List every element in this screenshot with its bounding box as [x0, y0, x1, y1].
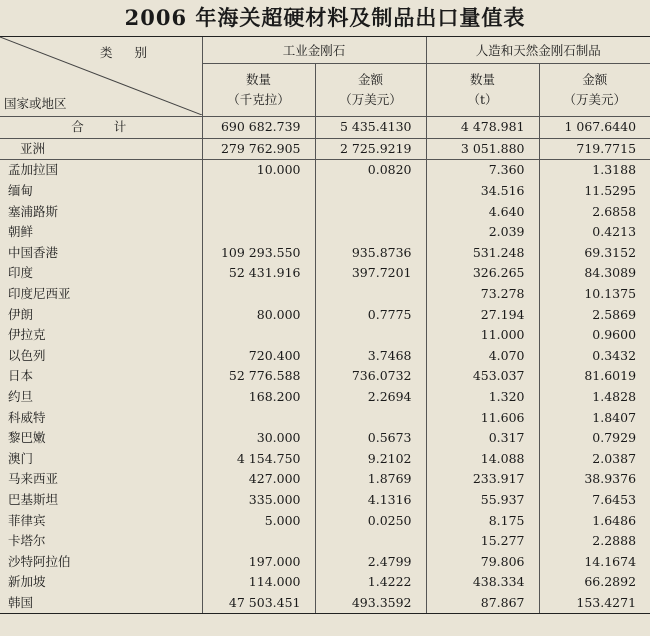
cell-value: 0.9600 [539, 325, 650, 346]
cell-value: 453.037 [426, 366, 539, 387]
region-name: 菲律宾 [8, 512, 46, 528]
cell-value: 27.194 [426, 304, 539, 325]
category-label: 类别 [100, 45, 170, 60]
region-name: 以色列 [8, 347, 46, 363]
total-value: 5 435.4130 [315, 117, 426, 139]
table-row [0, 325, 650, 346]
cell-value: 0.7929 [539, 428, 650, 449]
cell-value: 9.2102 [315, 449, 426, 470]
cell-value [202, 181, 315, 202]
cell-value: 531.248 [426, 243, 539, 264]
table-row [0, 551, 650, 572]
total-label: 合计 [0, 117, 202, 139]
cell-value: 2.2888 [539, 531, 650, 552]
region-name: 伊朗 [8, 306, 34, 322]
cell-value [202, 531, 315, 552]
region-name: 韩国 [0, 593, 202, 614]
cell-value: 233.917 [426, 469, 539, 490]
cell-value: 335.000 [202, 490, 315, 511]
region-name: 澳门 [8, 450, 34, 466]
cell-value: 5.000 [202, 510, 315, 531]
table-row [0, 138, 650, 160]
cell-value: 79.806 [426, 551, 539, 572]
cell-value [202, 284, 315, 305]
table-row [0, 366, 650, 387]
cell-value: 1.8407 [539, 407, 650, 428]
corner-header [0, 37, 202, 117]
cell-value [202, 201, 315, 222]
cell-value: 7.360 [426, 160, 539, 181]
cell-value: 1.320 [426, 387, 539, 408]
table-row [0, 407, 650, 428]
table-row [0, 449, 650, 470]
table-row [0, 387, 650, 408]
page-title: 2006 年海关超硬材料及制品出口量值表 [124, 5, 526, 30]
cell-value [315, 325, 426, 346]
cell-value: 69.3152 [539, 243, 650, 264]
region-name: 马来西亚 [8, 471, 59, 487]
cell-value: 47 503.451 [202, 593, 315, 614]
total-value: 690 682.739 [202, 117, 315, 139]
cell-value: 1.6486 [539, 510, 650, 531]
cell-value: 73.278 [426, 284, 539, 305]
cell-value: 30.000 [202, 428, 315, 449]
total-value: 4 478.981 [426, 117, 539, 139]
region-name: 朝鲜 [8, 224, 34, 240]
cell-value: 2.6858 [539, 201, 650, 222]
cell-value: 3.7468 [315, 346, 426, 367]
region-name: 亚洲 [0, 138, 202, 160]
cell-value: 81.6019 [539, 366, 650, 387]
cell-value: 736.0732 [315, 366, 426, 387]
cell-value: 0.317 [426, 428, 539, 449]
cell-value [315, 181, 426, 202]
group-diamond-products: 人造和天然金刚石制品 [426, 37, 650, 64]
cell-value: 15.277 [426, 531, 539, 552]
table-row [0, 263, 650, 284]
region-name: 科威特 [8, 409, 46, 425]
table-row [0, 572, 650, 593]
cell-value: 11.000 [426, 325, 539, 346]
cell-value: 2.2694 [315, 387, 426, 408]
region-name: 沙特阿拉伯 [8, 553, 71, 569]
cell-value: 0.7775 [315, 304, 426, 325]
cell-value: 84.3089 [539, 263, 650, 284]
cell-value: 34.516 [426, 181, 539, 202]
cell-value: 10.1375 [539, 284, 650, 305]
col-header-amount-1: 金额 （万美元） [315, 64, 426, 117]
table-row [0, 346, 650, 367]
cell-value: 10.000 [202, 160, 315, 181]
cell-value: 2.0387 [539, 449, 650, 470]
table-row [0, 428, 650, 449]
cell-value [315, 407, 426, 428]
group-industrial-diamond: 工业金刚石 [202, 37, 426, 64]
cell-value: 1.8769 [315, 469, 426, 490]
cell-value: 14.1674 [539, 551, 650, 572]
col-header-quantity-2: 数量 （t） [426, 64, 539, 117]
cell-value: 0.0820 [315, 160, 426, 181]
table-row [0, 510, 650, 531]
cell-value: 427.000 [202, 469, 315, 490]
cell-value: 109 293.550 [202, 243, 315, 264]
region-name: 约旦 [8, 389, 34, 405]
region-name: 卡塔尔 [8, 533, 46, 549]
cell-value: 8.175 [426, 510, 539, 531]
export-table [0, 36, 650, 614]
cell-value: 153.4271 [539, 593, 650, 614]
cell-value: 397.7201 [315, 263, 426, 284]
cell-value: 11.606 [426, 407, 539, 428]
cell-value: 3 051.880 [426, 138, 539, 160]
cell-value: 52 431.916 [202, 263, 315, 284]
table-row [0, 531, 650, 552]
cell-value: 2.039 [426, 222, 539, 243]
region-name: 中国香港 [8, 244, 59, 260]
cell-value [202, 325, 315, 346]
cell-value: 38.9376 [539, 469, 650, 490]
cell-value: 4.070 [426, 346, 539, 367]
table-row [0, 469, 650, 490]
table-row [0, 284, 650, 305]
cell-value: 197.000 [202, 551, 315, 572]
table-row [0, 181, 650, 202]
cell-value: 4 154.750 [202, 449, 315, 470]
cell-value: 4.1316 [315, 490, 426, 511]
region-name: 印度 [8, 265, 34, 281]
cell-value: 55.937 [426, 490, 539, 511]
table-row [0, 593, 650, 614]
region-name: 缅甸 [8, 183, 34, 199]
cell-value: 438.334 [426, 572, 539, 593]
cell-value: 11.5295 [539, 181, 650, 202]
cell-value: 279 762.905 [202, 138, 315, 160]
region-name: 新加坡 [8, 574, 46, 590]
cell-value: 0.3432 [539, 346, 650, 367]
cell-value: 0.0250 [315, 510, 426, 531]
cell-value: 720.400 [202, 346, 315, 367]
cell-value [315, 222, 426, 243]
region-name: 巴基斯坦 [8, 491, 59, 507]
cell-value: 168.200 [202, 387, 315, 408]
cell-value: 1.4828 [539, 387, 650, 408]
cell-value: 52 776.588 [202, 366, 315, 387]
total-row [0, 117, 650, 139]
col-header-amount-2: 金额 （万美元） [539, 64, 650, 117]
region-name: 印度尼西亚 [8, 286, 71, 302]
cell-value: 0.5673 [315, 428, 426, 449]
cell-value: 2.4799 [315, 551, 426, 572]
cell-value: 2 725.9219 [315, 138, 426, 160]
cell-value: 719.7715 [539, 138, 650, 160]
table-row [0, 222, 650, 243]
cell-value: 1.4222 [315, 572, 426, 593]
region-name: 黎巴嫩 [8, 430, 46, 446]
cell-value: 4.640 [426, 201, 539, 222]
cell-value: 326.265 [426, 263, 539, 284]
cell-value: 0.4213 [539, 222, 650, 243]
cell-value: 2.5869 [539, 304, 650, 325]
cell-value: 14.088 [426, 449, 539, 470]
table-row [0, 160, 650, 181]
total-value: 1 067.6440 [539, 117, 650, 139]
cell-value: 80.000 [202, 304, 315, 325]
region-name: 伊拉克 [8, 327, 46, 343]
table-row [0, 201, 650, 222]
region-name: 日本 [8, 368, 34, 384]
cell-value: 493.3592 [315, 593, 426, 614]
cell-value [202, 222, 315, 243]
table-row [0, 490, 650, 511]
cell-value: 7.6453 [539, 490, 650, 511]
cell-value [315, 284, 426, 305]
cell-value [202, 407, 315, 428]
cell-value: 114.000 [202, 572, 315, 593]
cell-value: 66.2892 [539, 572, 650, 593]
cell-value: 87.867 [426, 593, 539, 614]
table-row [0, 304, 650, 325]
region-name: 塞浦路斯 [8, 203, 59, 219]
cell-value [315, 531, 426, 552]
col-header-quantity-1: 数量 （千克拉） [202, 64, 315, 117]
cell-value [315, 201, 426, 222]
cell-value: 935.8736 [315, 243, 426, 264]
region-name: 孟加拉国 [8, 162, 59, 178]
table-row [0, 243, 650, 264]
cell-value: 1.3188 [539, 160, 650, 181]
region-label: 国家或地区 [4, 96, 67, 111]
